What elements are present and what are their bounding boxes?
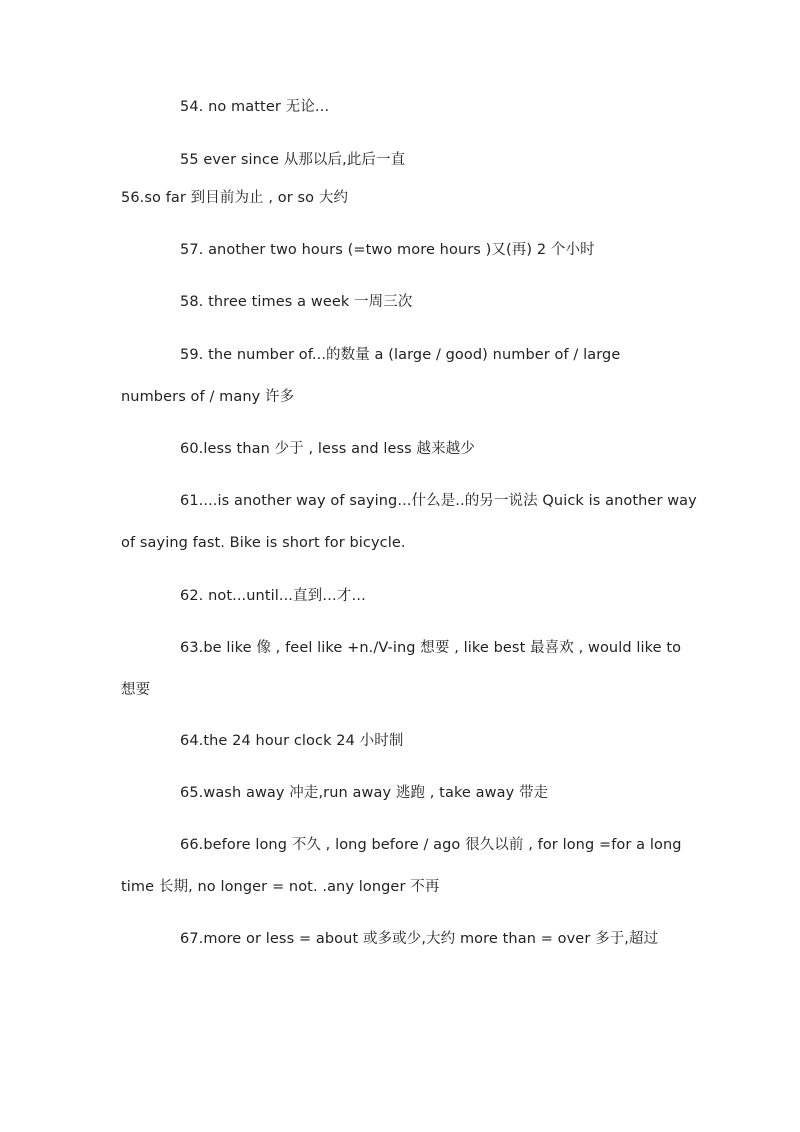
entry-58: 58. three times a week 一周三次 <box>180 294 413 310</box>
entry-66: 66.before long 不久 , long before / ago 很久以前 , for long =for a long <box>180 837 682 853</box>
entry-66-cont: time 长期, no longer = not. .any longer 不再 <box>121 879 440 895</box>
entry-56: 56.so far 到目前为止 , or so 大约 <box>121 190 349 206</box>
entry-54: 54. no matter 无论… <box>180 99 330 115</box>
entry-59-cont: numbers of / many 许多 <box>121 389 295 405</box>
entry-57: 57. another two hours (=two more hours )又(再) 2 个小时 <box>180 242 595 258</box>
entry-65: 65.wash away 冲走,run away 逃跑 , take away 带走 <box>180 785 549 801</box>
entry-63: 63.be like 像 , feel like +n./V-ing 想要 , like best 最喜欢 , would like to <box>180 640 682 656</box>
entry-59: 59. the number of...的数量 a (large / good) number of / large <box>180 347 621 363</box>
entry-64: 64.the 24 hour clock 24 小时制 <box>180 733 404 749</box>
entry-63-cont: 想要 <box>121 682 151 698</box>
entry-67: 67.more or less = about 或多或少,大约 more than = over 多于,超过 <box>180 931 659 947</box>
entry-55: 55 ever since 从那以后,此后一直 <box>180 152 406 168</box>
entry-61-cont: of saying fast. Bike is short for bicycle. <box>121 535 406 551</box>
entry-62: 62. not...until...直到…才… <box>180 588 366 604</box>
entry-60: 60.less than 少于 , less and less 越来越少 <box>180 441 475 457</box>
entry-61: 61....is another way of saying...什么是..的另一说法 Quick is another way <box>180 493 697 509</box>
